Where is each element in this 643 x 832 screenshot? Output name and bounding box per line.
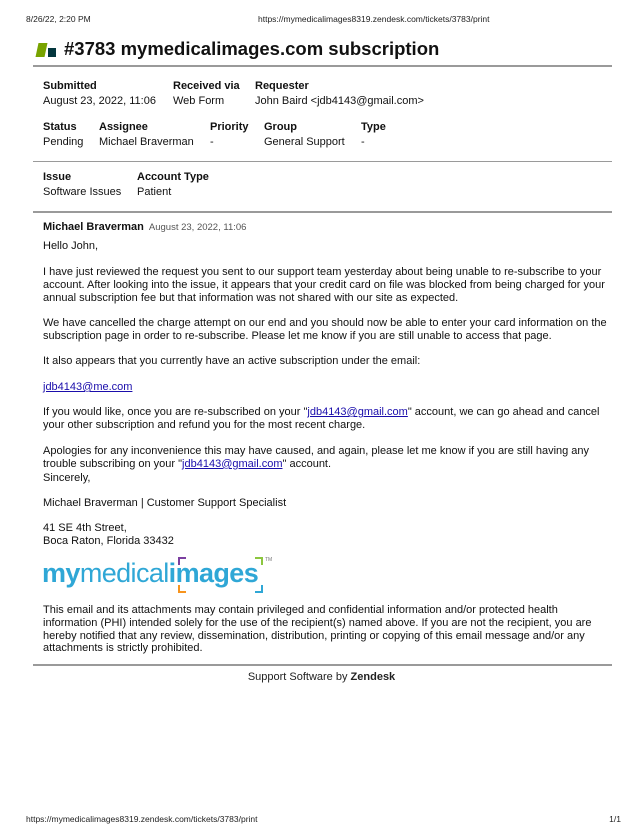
logo-text: my xyxy=(42,558,80,588)
field-value: August 23, 2022, 11:06 xyxy=(43,95,156,107)
email-link[interactable]: jdb4143@gmail.com xyxy=(182,457,283,470)
field-label: Assignee xyxy=(99,121,148,133)
logo-text: medical xyxy=(79,558,169,588)
field-label: Issue xyxy=(43,171,72,183)
paragraph-text: Apologies for any inconvenience this may have caused, and again, please let me know if you are still having any trouble subscribing on your " xyxy=(43,445,590,470)
message-paragraph: We have cancelled the charge attempt on our end and you should now be able to enter your card information on the subscription page in order to re-subscribe. Please let me know if you are still unable to access that page. xyxy=(43,317,607,342)
message-closing: Sincerely, xyxy=(43,472,91,484)
field-status xyxy=(43,121,83,148)
field-label: Group xyxy=(264,121,297,133)
field-label: Priority xyxy=(210,121,249,133)
zendesk-logo-icon xyxy=(37,40,57,58)
field-value: Michael Braverman xyxy=(99,136,194,148)
credit-text: Support Software by xyxy=(247,671,351,683)
field-value: John Baird <jdb4143@gmail.com> xyxy=(255,95,424,107)
field-account-type xyxy=(137,171,209,198)
message-author: Michael Braverman xyxy=(43,221,144,233)
support-software-credit xyxy=(0,671,643,683)
field-label: Submitted xyxy=(43,80,97,92)
logo-wordmark xyxy=(42,558,258,589)
logo-bracket-icon xyxy=(255,585,263,593)
message-timestamp: August 23, 2022, 11:06 xyxy=(148,222,247,233)
print-footer-url: https://mymedicalimages8319.zendesk.com/tickets/3783/print xyxy=(26,814,258,824)
logo-trademark: TM xyxy=(265,557,273,563)
field-value: - xyxy=(361,136,365,148)
credit-brand: Zendesk xyxy=(350,671,396,683)
field-label: Status xyxy=(43,121,77,133)
message-paragraph xyxy=(43,406,608,432)
field-assignee xyxy=(99,121,194,148)
paragraph-text: If you would like, once you are re-subscribed on your " xyxy=(43,406,308,418)
message-paragraph: It also appears that you currently have an active subscription under the email: xyxy=(43,355,421,367)
field-priority xyxy=(210,121,249,148)
field-type xyxy=(361,121,386,148)
message-greeting: Hello John, xyxy=(43,240,99,252)
header-divider xyxy=(33,65,612,67)
address-line: Boca Raton, Florida 33432 xyxy=(43,535,174,547)
email-link[interactable]: jdb4143@me.com xyxy=(43,381,133,393)
paragraph-text: " account, we can go ahead and cancel your other subscription and refund you for the most recent charge. xyxy=(43,406,600,431)
field-issue xyxy=(43,171,121,198)
field-label: Received via xyxy=(173,80,240,92)
message-divider xyxy=(33,211,612,213)
field-value: Pending xyxy=(43,136,84,148)
ticket-title: #3783 mymedicalimages.com subscription xyxy=(64,38,440,59)
fields-divider xyxy=(33,161,612,162)
logo-bracket-icon xyxy=(178,585,186,593)
message-paragraph: I have just reviewed the request you sent to our support team yesterday about being unable to re-subscribe to your account. After looking into the issue, it appears that your credit card on file was blocked from being charged for your annual subscription fee but that information was not shared with our site as expected. xyxy=(43,266,605,304)
print-date: 8/26/22, 2:20 PM xyxy=(26,14,91,24)
field-label: Account Type xyxy=(137,171,209,183)
field-label: Requester xyxy=(255,80,309,92)
paragraph-text: " account. xyxy=(282,457,332,470)
footer-divider xyxy=(33,664,612,666)
mymedicalimages-logo xyxy=(42,557,274,593)
logo-bracket-icon xyxy=(255,557,263,565)
field-value: Web Form xyxy=(173,95,225,107)
field-submitted xyxy=(43,80,156,107)
ticket-title-row xyxy=(37,38,439,60)
message-signature: Michael Braverman | Customer Support Specialist xyxy=(43,497,287,509)
logo-text: images xyxy=(168,558,259,588)
logo-bracket-icon xyxy=(178,557,186,565)
email-link[interactable]: jdb4143@gmail.com xyxy=(307,406,408,418)
print-url: https://mymedicalimages8319.zendesk.com/tickets/3783/print xyxy=(258,14,490,24)
field-value: Patient xyxy=(137,186,172,198)
page-number: 1/1 xyxy=(609,814,621,824)
field-label: Type xyxy=(361,121,386,133)
message-header xyxy=(43,221,246,233)
field-value: Software Issues xyxy=(43,186,122,198)
address-line: 41 SE 4th Street, xyxy=(43,522,127,534)
message-paragraph xyxy=(43,445,608,471)
message-paragraph xyxy=(43,381,608,394)
field-received-via xyxy=(173,80,240,107)
disclaimer: This email and its attachments may contain privileged and confidential information and/or protected health information (PHI) intended solely for the use of the recipient(s) named above. If you are not the recipient, you are hereby notified that any review, dissemination, distribution, printing or copying of this email message and/or any attachments is strictly prohibited. xyxy=(43,604,592,655)
field-requester xyxy=(255,80,424,107)
field-group xyxy=(264,121,345,148)
field-value: - xyxy=(210,136,214,148)
field-value: General Support xyxy=(264,136,345,148)
